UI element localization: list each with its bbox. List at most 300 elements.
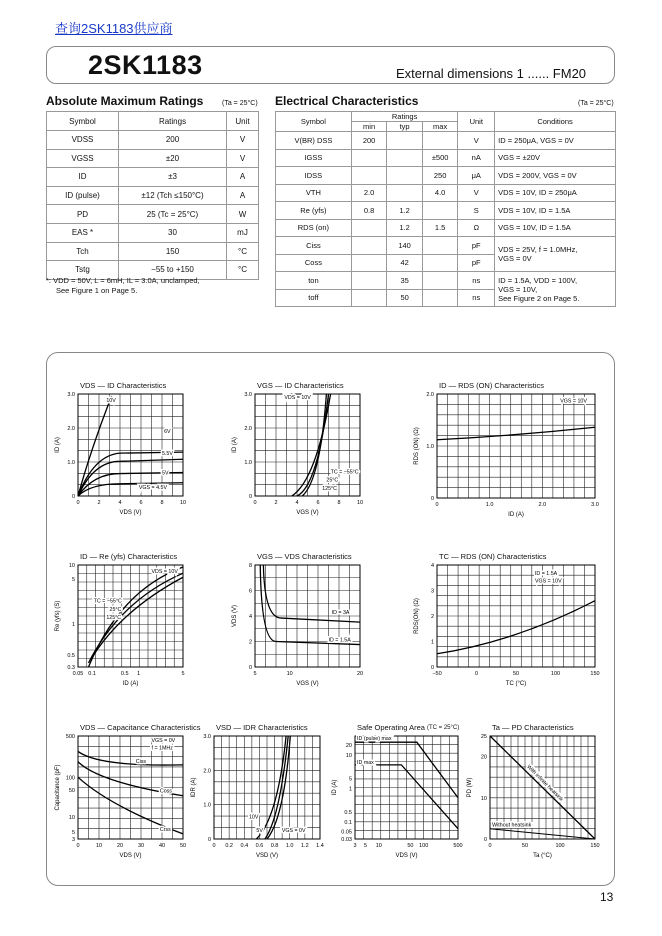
x-axis-label: ID (A) — [122, 681, 139, 687]
x-tick-label: 0 — [488, 843, 492, 849]
table-row — [47, 242, 259, 261]
table-cell: 200 — [351, 132, 387, 150]
curve-label: Coss — [159, 788, 172, 795]
table-cell: 0.8 — [351, 202, 387, 220]
curve-label: ID = 1.5A — [328, 637, 351, 644]
col-header: Symbol — [47, 112, 119, 131]
x-tick-label: 10 — [179, 500, 187, 506]
table-cell: EAS * — [47, 223, 119, 242]
table-cell: ID — [47, 168, 119, 187]
curve-label: 125°C — [106, 615, 122, 622]
chart-title: Ta — PD Characteristics — [492, 723, 574, 732]
external-dimensions: External dimensions 1 ...... FM20 — [396, 66, 587, 81]
c3-chart — [409, 380, 615, 532]
x-tick-label: 0.1 — [88, 671, 96, 677]
c7-chart — [50, 722, 203, 873]
curve-label: 5V — [162, 470, 169, 477]
table-cell: 30 — [119, 223, 227, 242]
chart-title: VGS — VDS Characteristics — [257, 552, 352, 561]
col-header: Ratings — [351, 112, 458, 122]
table-cell: 200 — [119, 131, 227, 150]
elec-title: Electrical Characteristics — [275, 94, 419, 108]
series-curve — [78, 396, 112, 496]
table-cell: VTH — [276, 184, 352, 202]
plot-area — [232, 392, 363, 516]
chart-title: ID — Re (yfs) Characteristics — [80, 552, 178, 561]
series-curve — [437, 601, 595, 654]
y-tick-label: 20 — [480, 754, 487, 761]
x-tick-label: 10 — [375, 843, 382, 849]
series-curve — [437, 427, 595, 439]
y-tick-label: 1.0 — [67, 460, 75, 467]
x-tick-label: 2 — [97, 500, 101, 506]
table-cell: Ω — [458, 219, 495, 237]
x-tick-label: 0 — [76, 843, 80, 849]
table-row — [276, 132, 616, 150]
y-tick-label: 5 — [71, 576, 75, 583]
chart-title: ID — RDS (ON) Characteristics — [439, 381, 545, 390]
table-cell: ton — [276, 272, 352, 290]
plot-area — [332, 736, 463, 859]
table-cell: Tstg — [47, 261, 119, 280]
table-cell — [422, 272, 458, 290]
table-row — [276, 167, 616, 185]
curve-label: ID (pulse) max — [357, 736, 392, 743]
col-header: Conditions — [495, 112, 616, 132]
y-tick-label: 0 — [248, 665, 252, 671]
table-cell — [351, 272, 387, 290]
series-curve — [260, 565, 360, 645]
table-cell — [351, 254, 387, 272]
table-cell — [387, 167, 423, 185]
elec-table — [275, 111, 616, 307]
x-tick-label: −50 — [432, 671, 442, 677]
table-cell: 42 — [387, 254, 423, 272]
table-cell — [387, 184, 423, 202]
curve-label: 10V — [106, 398, 116, 405]
plot-area — [414, 563, 600, 687]
y-tick-label: 2.0 — [244, 425, 252, 432]
table-cell: μA — [458, 167, 495, 185]
y-tick-label: 20 — [345, 742, 352, 749]
y-axis-label: ID (A) — [332, 779, 338, 796]
y-tick-label: 3.0 — [203, 734, 211, 740]
y-tick-label: 1.0 — [203, 802, 211, 809]
y-tick-label: 0 — [430, 665, 434, 671]
condition-cell — [495, 272, 616, 307]
x-axis-label: ID (A) — [508, 512, 524, 518]
y-tick-label: 6 — [248, 588, 252, 595]
x-tick-label: 500 — [453, 843, 463, 849]
x-tick-label: 0 — [253, 500, 257, 506]
curve-label: Ciss — [135, 758, 147, 765]
table-cell: Ciss — [276, 237, 352, 255]
table-cell: ID (pulse) — [47, 186, 119, 205]
abs-ratings-title: Absolute Maximum Ratings — [46, 94, 204, 108]
x-tick-label: 0 — [76, 500, 80, 506]
col-header: Symbol — [276, 112, 352, 132]
x-tick-label: 0.5 — [120, 671, 129, 677]
x-tick-label: 50 — [512, 671, 520, 677]
table-cell: 35 — [387, 272, 423, 290]
y-tick-label: 4 — [248, 614, 252, 620]
table-cell: VGSS — [47, 149, 119, 168]
c2-chart — [227, 380, 380, 530]
condition-cell: VDS = 200V, VGS = 0V — [495, 167, 616, 185]
x-tick-label: 0.6 — [255, 843, 264, 849]
x-tick-label: 50 — [407, 843, 414, 849]
x-tick-label: 5 — [181, 671, 185, 677]
table-cell: 25 (Tc = 25°C) — [119, 205, 227, 224]
x-tick-label: 100 — [555, 843, 565, 849]
col-header: Ratings — [119, 112, 227, 131]
y-tick-label: 2.0 — [426, 392, 434, 398]
table-cell: S — [458, 202, 495, 220]
y-axis-label: VDS (V) — [232, 604, 238, 628]
x-tick-label: 100 — [550, 671, 561, 677]
y-axis-label: ID (A) — [232, 437, 238, 453]
table-row — [47, 131, 259, 150]
table-cell: 140 — [387, 237, 423, 255]
y-tick-label: 10 — [68, 815, 75, 822]
x-tick-label: 1.4 — [316, 843, 324, 849]
table-cell: IGSS — [276, 149, 352, 167]
c1-chart — [50, 380, 203, 530]
table-row — [276, 149, 616, 167]
chart-condition: (TC = 25°C) — [427, 725, 460, 731]
x-tick-label: 0 — [474, 671, 479, 677]
y-tick-label: 5 — [71, 830, 75, 837]
table-row — [47, 205, 259, 224]
x-tick-label: 5 — [363, 843, 368, 849]
curve-label: VGS = 10V — [534, 578, 562, 585]
y-axis-label: RDS (ON) (Ω) — [414, 427, 420, 465]
chart-title: VDS — ID Characteristics — [80, 381, 167, 390]
x-tick-label: 6 — [316, 500, 320, 506]
col-header: min — [351, 122, 387, 132]
c10-chart — [462, 722, 615, 873]
col-header: Unit — [458, 112, 495, 132]
x-tick-label: 8 — [160, 500, 164, 506]
c5-chart — [227, 551, 380, 701]
y-tick-label: 25 — [480, 734, 487, 740]
abs-ratings-cond: (Ta = 25°C) — [222, 100, 258, 107]
table-row — [276, 184, 616, 202]
y-tick-label: 8 — [248, 563, 252, 569]
table-cell: ns — [458, 272, 495, 290]
y-tick-label: 3.0 — [67, 392, 75, 398]
curve-label: VDS = 10V — [284, 395, 311, 402]
condition-cell: ID = 250μA, VGS = 0V — [495, 132, 616, 150]
x-tick-label: 10 — [95, 843, 103, 849]
y-tick-label: 0 — [430, 496, 434, 502]
chart-title: VDS — Capacitance Characteristics — [80, 723, 201, 732]
y-tick-label: 0 — [207, 837, 211, 843]
table-cell: °C — [227, 261, 259, 280]
table-cell: V — [227, 149, 259, 168]
plot-area — [414, 392, 599, 518]
y-tick-label: 4 — [430, 563, 434, 569]
x-tick-label: 8 — [337, 500, 341, 506]
table-row — [47, 223, 259, 242]
x-axis-label: VDS (V) — [395, 853, 418, 859]
x-tick-label: 0 — [212, 843, 216, 849]
x-tick-label: 10 — [356, 500, 364, 506]
table-cell: pF — [458, 254, 495, 272]
x-axis-label: VSD (V) — [255, 853, 279, 859]
curve-label: VGS = 0V — [281, 827, 306, 834]
x-tick-label: 4 — [118, 500, 122, 506]
table-row — [276, 202, 616, 220]
y-axis-label: PD (W) — [467, 777, 473, 798]
x-axis-label: VDS (V) — [119, 510, 142, 516]
curve-label: TC = −55°C — [330, 469, 359, 476]
y-tick-label: 1.0 — [426, 444, 434, 450]
y-tick-label: 100 — [65, 775, 75, 782]
y-tick-label: 2 — [430, 614, 434, 620]
curve-label: f = 1MHz — [151, 745, 173, 752]
table-cell: toff — [276, 289, 352, 307]
table-cell: 1.5 — [422, 219, 458, 237]
y-tick-label: 0.5 — [67, 653, 75, 660]
series-curve — [297, 394, 329, 496]
y-tick-label: 2.0 — [203, 768, 211, 775]
x-tick-label: 6 — [139, 500, 143, 506]
plot-area — [55, 392, 186, 516]
table-cell: 150 — [119, 242, 227, 261]
curve-label: 5.5V — [162, 451, 173, 458]
table-cell: V(BR) DSS — [276, 132, 352, 150]
table-cell: ±12 (Tch ≤150°C) — [119, 186, 227, 205]
y-tick-label: 3 — [430, 588, 434, 595]
curve-label: TC = −55°C — [93, 598, 122, 605]
plot-area — [232, 563, 363, 687]
x-tick-label: 0.2 — [225, 843, 233, 849]
condition-cell: VGS = ±20V — [495, 149, 616, 167]
x-axis-label: VGS (V) — [296, 510, 319, 516]
y-tick-label: 0.5 — [344, 810, 352, 817]
x-tick-label: 40 — [158, 843, 166, 849]
y-tick-label: 3 — [71, 837, 75, 843]
table-cell — [387, 149, 423, 167]
curve-label: ID = 1.5A — [534, 571, 558, 578]
x-tick-label: 150 — [590, 671, 600, 677]
y-tick-label: 1 — [71, 622, 75, 629]
x-tick-label: 30 — [137, 843, 145, 849]
curve-label: 125°C — [322, 485, 337, 492]
y-tick-label: 2.0 — [67, 425, 75, 432]
table-cell: Re (yfs) — [276, 202, 352, 220]
curve-label: VGS = 10V — [560, 398, 587, 405]
table-cell: pF — [458, 237, 495, 255]
x-tick-label: 3 — [353, 843, 357, 849]
col-header: Unit — [227, 112, 259, 131]
condition-cell: VDS = 10V, ID = 250μA — [495, 184, 616, 202]
table-cell: V — [458, 184, 495, 202]
footnote-line: *: VDD = 50V, L = 6mH, IL = 3.0A, unclamped, — [46, 276, 200, 285]
x-tick-label: 2 — [274, 500, 278, 506]
table-cell — [351, 219, 387, 237]
condition-cell: VGS = 10V, ID = 1.5A — [495, 219, 616, 237]
table-cell: A — [227, 168, 259, 187]
x-tick-label: 0 — [435, 502, 439, 508]
curve-label: 5V — [256, 827, 263, 834]
y-tick-label: 5 — [348, 776, 352, 783]
col-header: max — [422, 122, 458, 132]
table-cell: 1.2 — [387, 219, 423, 237]
footnote-line: See Figure 1 on Page 5. — [56, 286, 138, 296]
table-cell: V — [458, 132, 495, 150]
condition-line: ID = 1.5A, VDD = 100V, — [498, 275, 578, 285]
x-tick-label: 2.0 — [538, 502, 547, 508]
plot-area — [191, 734, 324, 859]
table-cell: Coss — [276, 254, 352, 272]
table-row — [276, 237, 616, 255]
x-tick-label: 5 — [253, 671, 257, 677]
y-tick-label: 0 — [248, 494, 252, 500]
elec-cond: (Ta = 25°C) — [578, 100, 614, 107]
table-cell — [351, 289, 387, 307]
table-cell — [422, 132, 458, 150]
y-tick-label: 2 — [248, 639, 252, 646]
table-cell — [422, 289, 458, 307]
x-tick-label: 1.0 — [285, 843, 294, 849]
table-cell: mJ — [227, 223, 259, 242]
table-cell: VDSS — [47, 131, 119, 150]
series-curve — [89, 573, 184, 663]
abs-ratings-table — [46, 111, 259, 280]
table-cell — [351, 167, 387, 185]
y-axis-label: Capacitance (pF) — [55, 764, 61, 811]
chart-title: VGS — ID Characteristics — [257, 381, 344, 390]
y-axis-label: IDR (A) — [191, 777, 197, 798]
x-tick-label: 1 — [137, 671, 141, 677]
x-axis-label: Ta (°C) — [533, 853, 552, 859]
curve-label: 6V — [164, 428, 171, 435]
table-cell: 2.0 — [351, 184, 387, 202]
table-cell: RDS (on) — [276, 219, 352, 237]
y-tick-label: 3.0 — [244, 392, 252, 398]
table-cell: V — [227, 131, 259, 150]
supplier-link[interactable]: 查询2SK1183供应商 — [55, 21, 173, 36]
curve-label: 10V — [248, 814, 259, 821]
y-axis-label: Re (yfs) (S) — [55, 600, 61, 632]
y-tick-label: 1.0 — [244, 460, 252, 467]
curve-label: VGS = 0V — [151, 738, 176, 745]
condition-cell — [495, 237, 616, 272]
table-row — [47, 186, 259, 205]
footnote — [46, 276, 200, 296]
table-cell: ±20 — [119, 149, 227, 168]
c9-chart — [327, 722, 478, 873]
plot-area — [55, 563, 185, 687]
y-tick-label: 10 — [345, 753, 352, 760]
x-tick-label: 150 — [590, 843, 600, 849]
x-axis-label: TC (°C) — [505, 681, 527, 687]
y-tick-label: 10 — [480, 795, 487, 802]
y-axis-label: RDS(ON) (Ω) — [414, 598, 420, 634]
curve-label: ID = 3A — [331, 609, 350, 616]
table-cell: W — [227, 205, 259, 224]
col-header: typ — [387, 122, 423, 132]
table-cell: Tch — [47, 242, 119, 261]
series-curve — [490, 829, 595, 839]
table-cell: ±3 — [119, 168, 227, 187]
y-tick-label: 1 — [430, 639, 434, 646]
y-tick-label: 0.03 — [341, 837, 352, 843]
c6-chart — [409, 551, 615, 701]
table-cell: IDSS — [276, 167, 352, 185]
table-cell: °C — [227, 242, 259, 261]
curve-label: VDS = 10V — [151, 569, 178, 576]
table-cell: A — [227, 186, 259, 205]
x-tick-label: 0.4 — [240, 843, 249, 849]
condition-line: VDS = 25V, f = 1.0MHz, — [498, 245, 578, 254]
x-tick-label: 50 — [179, 843, 187, 849]
table-cell: −55 to +150 — [119, 261, 227, 280]
x-tick-label: 0.8 — [270, 843, 279, 849]
condition-line: VGS = 0V — [498, 254, 532, 263]
y-tick-label: 500 — [65, 734, 75, 740]
table-cell: 4.0 — [422, 184, 458, 202]
condition-line: VGS = 10V, — [498, 284, 538, 294]
x-tick-label: 1.2 — [301, 843, 309, 849]
table-row — [47, 168, 259, 187]
table-cell: nA — [458, 149, 495, 167]
y-tick-label: 0.05 — [341, 829, 352, 836]
part-number: 2SK1183 — [88, 50, 203, 80]
y-tick-label: 0 — [483, 837, 487, 843]
chart-title: Safe Operating Area — [357, 723, 425, 732]
curve-label: 25°C — [109, 606, 122, 613]
curve-label: Without heatsink — [492, 822, 532, 829]
table-cell — [422, 254, 458, 272]
x-tick-label: 0.05 — [72, 671, 84, 677]
condition-cell: VDS = 10V, ID = 1.5A — [495, 202, 616, 220]
y-tick-label: 1 — [348, 786, 352, 793]
condition-line: See Figure 2 on Page 5. — [498, 293, 580, 303]
table-row — [47, 149, 259, 168]
curve-label: 25°C — [326, 477, 339, 484]
table-cell — [422, 202, 458, 220]
c8-chart — [186, 722, 340, 873]
c4-chart — [50, 551, 203, 701]
y-tick-label: 50 — [68, 788, 75, 795]
x-tick-label: 50 — [521, 843, 529, 849]
x-axis-label: VDS (V) — [119, 853, 142, 859]
table-cell — [422, 237, 458, 255]
y-axis-label: ID (A) — [55, 437, 61, 453]
table-cell: 250 — [422, 167, 458, 185]
y-tick-label: 0.3 — [67, 665, 75, 671]
x-tick-label: 3.0 — [591, 502, 599, 508]
y-tick-label: 0.1 — [344, 820, 352, 827]
table-cell: 1.2 — [387, 202, 423, 220]
table-row — [276, 272, 616, 290]
x-tick-label: 4 — [295, 500, 299, 506]
chart-title: VSD — IDR Characteristics — [216, 723, 308, 732]
table-cell — [351, 149, 387, 167]
chart-title: TC — RDS (ON) Characteristics — [439, 552, 547, 561]
table-cell: ±500 — [422, 149, 458, 167]
y-tick-label: 10 — [68, 563, 75, 569]
curve-label: Crss — [159, 826, 171, 833]
y-tick-label: 0 — [71, 494, 75, 500]
table-cell: 50 — [387, 289, 423, 307]
x-tick-label: 100 — [419, 843, 429, 849]
x-axis-label: VGS (V) — [296, 681, 319, 687]
curve-label: ID max — [357, 759, 374, 766]
